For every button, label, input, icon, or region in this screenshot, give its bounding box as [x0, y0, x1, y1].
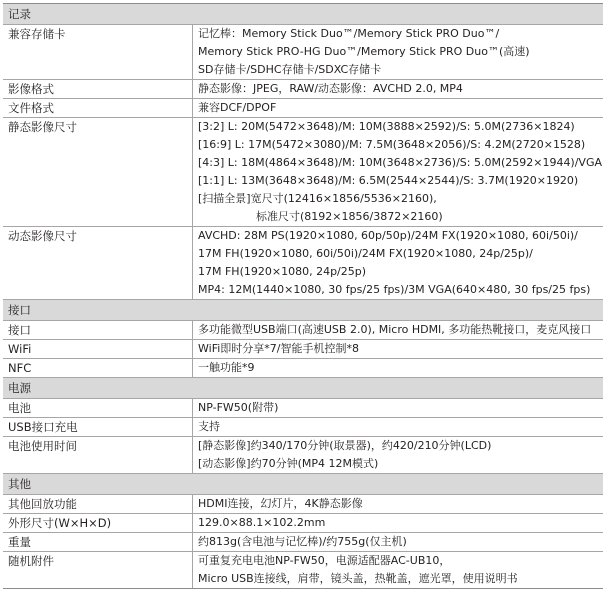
spec-value [193, 340, 603, 358]
spec-label: 接口 [3, 321, 193, 339]
spec-value-line: 多功能微型USB端口(高速USB 2.0), Micro HDMI, 多功能热靴接口，麦克风接口 [198, 323, 592, 336]
spec-value [193, 495, 603, 513]
spec-value [193, 99, 603, 117]
spec-value-line: 兼容DCF/DPOF [198, 101, 277, 114]
spec-value-line: [4:3] L: 18M(4864×3648)/M: 10M(3648×2736)/S: 5.0M(2592×1944)/VGA [198, 156, 603, 169]
spec-value-line: 标准尺寸(8192×1856/3872×2160) [256, 210, 443, 223]
spec-value [193, 321, 603, 339]
spec-value-line: WiFi即时分享*7/智能手机控制*8 [198, 342, 359, 355]
spec-label: 静态影像尺寸 [3, 118, 193, 226]
spec-label: 动态影像尺寸 [3, 227, 193, 299]
spec-value-line: [1:1] L: 13M(3648×3648)/M: 6.5M(2544×2544)/S: 3.7M(1920×1920) [198, 174, 579, 187]
spec-label: 电池 [3, 399, 193, 417]
spec-row [3, 552, 603, 588]
spec-label: 影像格式 [3, 80, 193, 98]
spec-row [3, 418, 603, 437]
spec-label: 电池使用时间 [3, 437, 193, 473]
spec-value [193, 80, 603, 98]
spec-label: 文件格式 [3, 99, 193, 117]
spec-row [3, 533, 603, 552]
spec-label: 随机附件 [3, 552, 193, 588]
spec-value-line: Micro USB连接线，肩带，镜头盖，热靴盖，遮光罩，使用说明书 [198, 572, 518, 585]
spec-value [193, 359, 603, 377]
spec-value-line: [扫描全景]宽尺寸(12416×1856/5536×2160), [198, 192, 437, 205]
spec-value-line: 约813g(含电池与记忆棒)/约755g(仅主机) [198, 535, 407, 548]
spec-label: 兼容存储卡 [3, 25, 193, 79]
spec-value-line: [16:9] L: 17M(5472×3080)/M: 7.5M(3648×2056)/S: 4.2M(2720×1528) [198, 138, 586, 151]
spec-value-line: [动态影像]约70分钟(MP4 12M模式) [198, 457, 379, 470]
spec-row [3, 514, 603, 533]
spec-label: USB接口充电 [3, 418, 193, 436]
section-header: 接口 [3, 300, 603, 321]
spec-value-line: NP-FW50(附带) [198, 401, 279, 414]
spec-value-line: [静态影像]约340/170分钟(取景器)，约420/210分钟(LCD) [198, 439, 492, 452]
spec-label: NFC [3, 359, 193, 377]
spec-value-line: HDMI连接，幻灯片，4K静态影像 [198, 497, 363, 510]
spec-table [3, 3, 603, 589]
spec-row [3, 118, 603, 227]
spec-value [193, 227, 603, 299]
spec-value-line: 记忆棒：Memory Stick Duo™/Memory Stick PRO Duo™/ [198, 27, 500, 40]
spec-value [193, 533, 603, 551]
spec-value-line: 17M FH(1920×1080, 60i/50i)/24M FX(1920×1080, 24p/25p)/ [198, 247, 533, 260]
section-header: 其他 [3, 474, 603, 495]
spec-label: 重量 [3, 533, 193, 551]
spec-value [193, 118, 603, 226]
spec-value-line: 可重复充电电池NP-FW50，电源适配器AC-UB10， [198, 554, 451, 567]
spec-value [193, 552, 603, 588]
spec-row [3, 495, 603, 514]
spec-value-line: [3:2] L: 20M(5472×3648)/M: 10M(3888×2592)/S: 5.0M(2736×1824) [198, 120, 575, 133]
spec-value-line: MP4: 12M(1440×1080, 30 fps/25 fps)/3M VGA(640×480, 30 fps/25 fps) [198, 283, 591, 296]
spec-value-line: 129.0×88.1×102.2mm [198, 516, 326, 529]
spec-row [3, 80, 603, 99]
spec-value-line: 17M FH(1920×1080, 24p/25p) [198, 265, 367, 278]
section-header: 电源 [3, 378, 603, 399]
spec-value-line: AVCHD: 28M PS(1920×1080, 60p/50p)/24M FX(1920×1080, 60i/50i)/ [198, 229, 578, 242]
spec-value [193, 437, 603, 473]
spec-value-line: Memory Stick PRO-HG Duo™/Memory Stick PRO Duo™(高速) [198, 45, 530, 58]
spec-row [3, 99, 603, 118]
spec-row [3, 321, 603, 340]
spec-value-line: 静态影像：JPEG，RAW/动态影像：AVCHD 2.0, MP4 [198, 82, 463, 95]
spec-label: WiFi [3, 340, 193, 358]
spec-label: 外形尺寸(W×H×D) [3, 514, 193, 532]
spec-value [193, 25, 603, 79]
spec-row [3, 399, 603, 418]
section-header: 记录 [3, 4, 603, 25]
spec-row [3, 25, 603, 80]
spec-value [193, 418, 603, 436]
spec-value-line: 一触功能*9 [198, 361, 255, 374]
spec-value-line: 支持 [198, 420, 220, 433]
spec-value [193, 399, 603, 417]
spec-value-line: SD存储卡/SDHC存储卡/SDXC存储卡 [198, 63, 382, 76]
spec-value [193, 514, 603, 532]
spec-row [3, 227, 603, 300]
spec-row [3, 359, 603, 378]
spec-label: 其他回放功能 [3, 495, 193, 513]
spec-row [3, 437, 603, 474]
spec-row [3, 340, 603, 359]
